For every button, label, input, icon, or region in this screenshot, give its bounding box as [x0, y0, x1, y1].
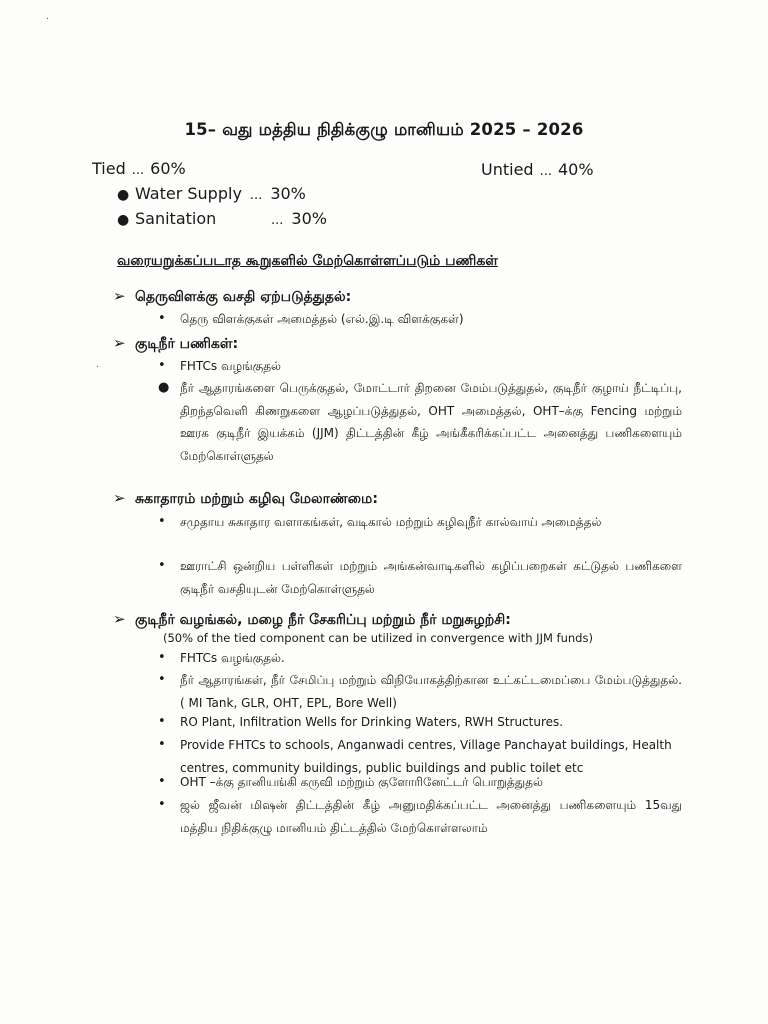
group-heading	[113, 334, 238, 354]
scan-speck: ·	[46, 14, 50, 25]
list-item-text: FHTCs வழங்குதல்.	[180, 651, 285, 665]
group-heading-text: குடிநீர் பணிகள்:	[135, 336, 239, 352]
sub-item-value: 30%	[291, 209, 327, 228]
sub-item-label: Sanitation	[135, 209, 217, 228]
arrow-bullet-icon: ➢	[113, 334, 126, 352]
list-item	[158, 377, 682, 467]
page-title: 15– வது மத்திய நிதிக்குழு மானியம் 2025 – 2026	[184, 120, 584, 139]
bullet-dot-icon: •	[158, 797, 166, 812]
list-item	[158, 647, 458, 670]
sanitation-row	[117, 209, 327, 228]
bullet-dot-icon: •	[158, 737, 166, 752]
bullet-dot-icon: •	[158, 672, 166, 687]
convergence-note: (50% of the tied component can be utilized in convergence with JJM funds)	[163, 631, 593, 645]
tied-label: Tied	[92, 159, 126, 178]
bullet-dot-icon: ●	[158, 380, 170, 395]
list-item-text: OHT –க்கு தானியங்கி கருவி மற்றும் குளோரினேட்டர் பொறுத்துதல்	[180, 775, 543, 789]
arrow-bullet-icon: ➢	[113, 489, 126, 507]
bullet-dot-icon: ●	[117, 212, 130, 228]
list-item-text: ஜல் ஜீவன் மிஷன் திட்டத்தின் கீழ் அனுமதிக்கப்பட்ட அனைத்து பணிகளையும் 15வது மத்திய நிதிக்குழு மானியம் திட்டத்தில் மேற்கொள்ளலாம்	[180, 798, 682, 835]
bullet-dot-icon: •	[158, 311, 166, 326]
sub-item-dots: ...	[249, 188, 263, 203]
list-item-text: தெரு விளக்குகள் அமைத்தல் (எல்.இ.டி விளக்குகள்)	[180, 312, 464, 326]
bullet-dot-icon: •	[158, 650, 166, 665]
tied-dots: ...	[131, 163, 145, 178]
group-heading	[113, 287, 351, 307]
list-item-text: RO Plant, Infiltration Wells for Drinking Waters, RWH Structures.	[180, 715, 564, 729]
bullet-dot-icon: •	[158, 514, 166, 529]
list-item-text: சமுதாய சுகாதார வளாகங்கள், வடிகால் மற்றும் கழிவுநீர் கால்வாய் அமைத்தல்	[180, 515, 602, 529]
list-item-text: Provide FHTCs to schools, Anganwadi centres, Village Panchayat buildings, Health centres, community buildings, public buildings and public toilet etc	[180, 738, 672, 775]
list-item	[158, 511, 682, 534]
untied-row	[481, 160, 594, 179]
bullet-dot-icon: ●	[117, 187, 130, 203]
sub-item-value: 30%	[270, 184, 306, 203]
bullet-dot-icon: •	[158, 358, 166, 373]
arrow-bullet-icon: ➢	[113, 287, 126, 305]
list-item	[158, 308, 548, 331]
untied-label: Untied	[481, 160, 534, 179]
sub-item-dots: ...	[271, 213, 284, 228]
group-heading-text: குடிநீர் வழங்கல், மழை நீர் சேகரிப்பு மற்றும் நீர் மறுசுழற்சி:	[135, 612, 511, 628]
list-item	[158, 771, 682, 794]
bullet-dot-icon: •	[158, 714, 166, 729]
list-item-text: நீர் ஆதாரங்களை பெருக்குதல், மோட்டார் திறனை மேம்படுத்துதல், குடிநீர் குழாய் நீட்டிப்பு, திறந்தவெளி கிணறுகளை ஆழப்படுத்துதல், OHT அமைத்தல், OHT–க்கு Fencing மற்றும் ஊரக குடிநீர் இயக்கம் (JJM) திட்டத்தின் கீழ் அங்கீகரிக்கப்பட்ட அனைத்து பணிகளையும் மேற்கொள்ளுதல்	[180, 381, 682, 463]
tied-value: 60%	[150, 159, 186, 178]
untied-section-heading: வரையறுக்கப்படாத கூறுகளில் மேற்கொள்ளப்படும் பணிகள்	[117, 253, 498, 269]
tied-row	[92, 159, 186, 178]
list-item	[158, 711, 682, 734]
list-item	[158, 669, 682, 714]
list-item	[158, 355, 458, 378]
bullet-dot-icon: •	[158, 774, 166, 789]
untied-value: 40%	[557, 160, 594, 179]
group-heading-text: சுகாதாரம் மற்றும் கழிவு மேலாண்மை:	[135, 491, 378, 507]
arrow-bullet-icon: ➢	[113, 610, 126, 628]
list-item-text: நீர் ஆதாரங்கள், நீர் சேமிப்பு மற்றும் விநியோகத்திற்கான உட்கட்டமைப்பை மேம்படுத்துதல்.( MI Tank, GLR, OHT, EPL, Bore Well)	[180, 673, 682, 710]
water-supply-row	[117, 184, 306, 203]
sub-item-label: Water Supply	[135, 184, 242, 203]
bullet-dot-icon: •	[158, 558, 166, 573]
group-heading	[113, 610, 511, 630]
scan-speck: ·	[96, 362, 100, 373]
untied-dots: ...	[539, 164, 552, 179]
list-item	[158, 555, 682, 600]
list-item	[158, 794, 682, 839]
list-item-text: ஊராட்சி ஒன்றிய பள்ளிகள் மற்றும் அங்கன்வாடிகளில் கழிப்பறைகள் கட்டுதல் பணிகளை குடிநீர் வசதியுடன் மேற்கொள்ளுதல்	[180, 559, 682, 596]
group-heading-text: தெருவிளக்கு வசதி ஏற்படுத்துதல்:	[135, 289, 352, 305]
list-item-text: FHTCs வழங்குதல்	[180, 359, 282, 373]
group-heading	[113, 489, 378, 509]
